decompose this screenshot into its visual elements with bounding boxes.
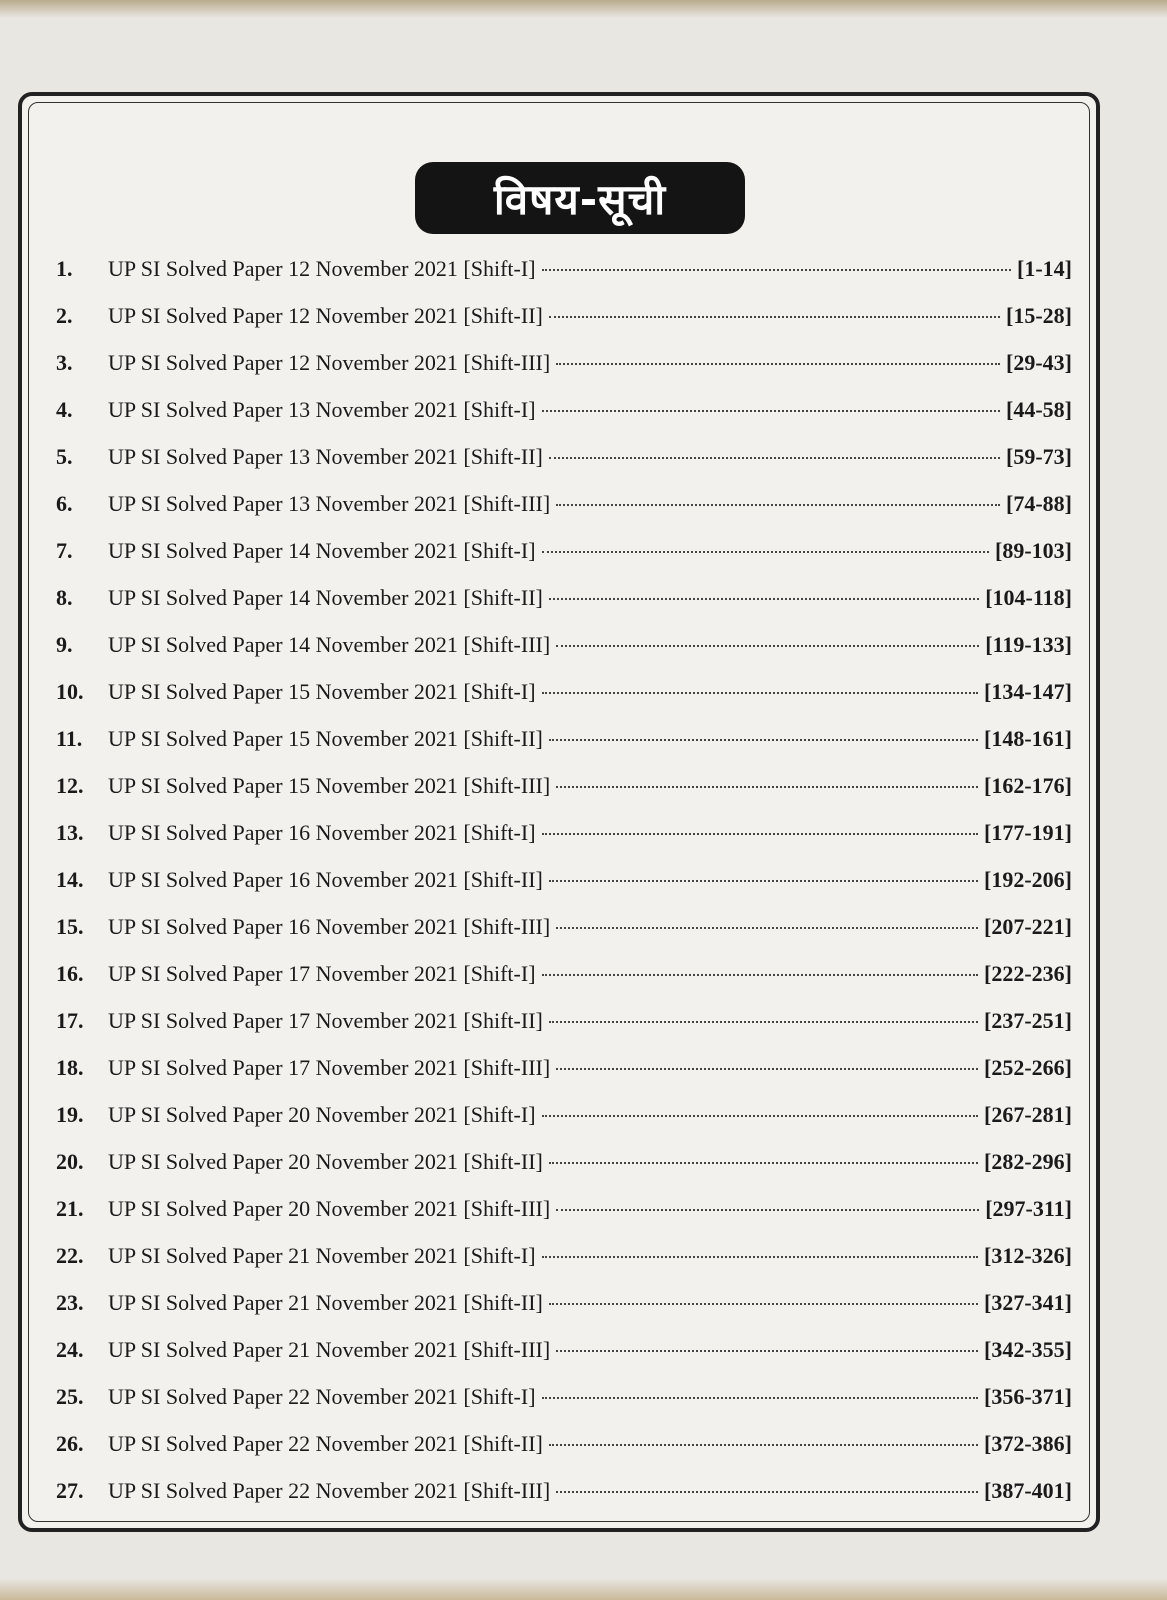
toc-entry-pages: [342-355] xyxy=(984,1337,1072,1362)
toc-entry-title: UP SI Solved Paper 17 November 2021 [Shift-II] xyxy=(108,1008,543,1033)
toc-entry xyxy=(56,585,1072,632)
toc-entry-number: 21. xyxy=(56,1196,84,1221)
toc-entry xyxy=(56,1243,1072,1290)
toc-entry-number: 13. xyxy=(56,820,84,845)
dot-leader xyxy=(549,880,978,882)
toc-entry-title: UP SI Solved Paper 16 November 2021 [Shift-III] xyxy=(108,914,551,939)
dot-leader xyxy=(556,786,978,788)
page-title: विषय-सूची xyxy=(415,162,745,234)
toc-entry-title: UP SI Solved Paper 13 November 2021 [Shift-I] xyxy=(108,397,536,422)
toc-entry-number: 1. xyxy=(56,256,73,281)
toc-entry xyxy=(56,1149,1072,1196)
toc-entry xyxy=(56,397,1072,444)
toc-entry-pages: [252-266] xyxy=(984,1055,1072,1080)
dot-leader xyxy=(542,692,978,694)
toc-entry xyxy=(56,726,1072,773)
toc-entry-pages: [192-206] xyxy=(984,867,1072,892)
toc-entry-pages: [74-88] xyxy=(1006,491,1072,516)
table-of-contents-frame xyxy=(18,92,1100,1532)
toc-entry-number: 9. xyxy=(56,632,73,657)
toc-entry xyxy=(56,538,1072,585)
toc-entry xyxy=(56,961,1072,1008)
toc-entry-number: 24. xyxy=(56,1337,84,1362)
toc-entry-title: UP SI Solved Paper 13 November 2021 [Shift-III] xyxy=(108,491,551,516)
toc-entry xyxy=(56,256,1072,303)
toc-entry-pages: [356-371] xyxy=(984,1384,1072,1409)
toc-entry xyxy=(56,350,1072,397)
dot-leader xyxy=(556,1491,978,1493)
toc-entry-pages: [297-311] xyxy=(985,1196,1072,1221)
toc-entry-title: UP SI Solved Paper 16 November 2021 [Shift-II] xyxy=(108,867,543,892)
toc-entry xyxy=(56,1290,1072,1337)
toc-entry xyxy=(56,1337,1072,1384)
toc-entry-number: 22. xyxy=(56,1243,84,1268)
toc-entry-title: UP SI Solved Paper 22 November 2021 [Shift-I] xyxy=(108,1384,536,1409)
toc-entry-number: 18. xyxy=(56,1055,84,1080)
dot-leader xyxy=(542,269,1011,271)
toc-entry xyxy=(56,773,1072,820)
toc-entry-number: 5. xyxy=(56,444,73,469)
toc-entry-title: UP SI Solved Paper 14 November 2021 [Shift-II] xyxy=(108,585,543,610)
dot-leader xyxy=(542,410,1000,412)
toc-entry-title: UP SI Solved Paper 16 November 2021 [Shift-I] xyxy=(108,820,536,845)
toc-entry-number: 15. xyxy=(56,914,84,939)
toc-entry-number: 3. xyxy=(56,350,73,375)
toc-entry-title: UP SI Solved Paper 15 November 2021 [Shift-III] xyxy=(108,773,551,798)
toc-entry xyxy=(56,632,1072,679)
toc-entry-number: 4. xyxy=(56,397,73,422)
toc-entry-title: UP SI Solved Paper 20 November 2021 [Shift-III] xyxy=(108,1196,551,1221)
toc-entry-number: 6. xyxy=(56,491,73,516)
toc-entry-pages: [148-161] xyxy=(984,726,1072,751)
toc-entry-title: UP SI Solved Paper 12 November 2021 [Shift-II] xyxy=(108,303,543,328)
toc-entry xyxy=(56,491,1072,538)
toc-entry xyxy=(56,1102,1072,1149)
toc-entry-number: 25. xyxy=(56,1384,84,1409)
toc-entry-pages: [372-386] xyxy=(984,1431,1072,1456)
toc-entry-number: 16. xyxy=(56,961,84,986)
dot-leader xyxy=(556,645,979,647)
toc-entry-number: 19. xyxy=(56,1102,84,1127)
page-edge-bottom xyxy=(0,1578,1167,1600)
toc-entry xyxy=(56,1008,1072,1055)
dot-leader xyxy=(556,504,1000,506)
toc-entry-title: UP SI Solved Paper 15 November 2021 [Shift-II] xyxy=(108,726,543,751)
toc-entry-pages: [237-251] xyxy=(984,1008,1072,1033)
dot-leader xyxy=(549,739,978,741)
toc-entry-pages: [104-118] xyxy=(985,585,1072,610)
toc-entry-pages: [162-176] xyxy=(984,773,1072,798)
toc-entry-number: 12. xyxy=(56,773,84,798)
dot-leader xyxy=(549,316,1000,318)
toc-entry-number: 20. xyxy=(56,1149,84,1174)
toc-entry-title: UP SI Solved Paper 22 November 2021 [Shift-III] xyxy=(108,1478,551,1503)
dot-leader xyxy=(542,1397,978,1399)
toc-entry-number: 23. xyxy=(56,1290,84,1315)
dot-leader xyxy=(542,551,989,553)
toc-entry xyxy=(56,914,1072,961)
dot-leader xyxy=(542,833,978,835)
toc-entry-pages: [119-133] xyxy=(985,632,1072,657)
dot-leader xyxy=(556,1209,979,1211)
toc-entry xyxy=(56,1431,1072,1478)
toc-entry-title: UP SI Solved Paper 20 November 2021 [Shift-I] xyxy=(108,1102,536,1127)
dot-leader xyxy=(542,1115,978,1117)
dot-leader xyxy=(549,1021,978,1023)
toc-entry xyxy=(56,1478,1072,1525)
toc-entry-number: 2. xyxy=(56,303,73,328)
toc-entry-title: UP SI Solved Paper 14 November 2021 [Shift-I] xyxy=(108,538,536,563)
toc-entry-number: 27. xyxy=(56,1478,84,1503)
dot-leader xyxy=(556,363,1000,365)
toc-entry-pages: [29-43] xyxy=(1006,350,1072,375)
toc-entry-pages: [1-14] xyxy=(1017,256,1072,281)
page-edge-top xyxy=(0,0,1167,18)
toc-entry-pages: [387-401] xyxy=(984,1478,1072,1503)
toc-entry-number: 10. xyxy=(56,679,84,704)
toc-entry-number: 7. xyxy=(56,538,73,563)
toc-entry-title: UP SI Solved Paper 14 November 2021 [Shift-III] xyxy=(108,632,551,657)
toc-entry-pages: [312-326] xyxy=(984,1243,1072,1268)
toc-entry-title: UP SI Solved Paper 21 November 2021 [Shift-III] xyxy=(108,1337,551,1362)
toc-entry-pages: [327-341] xyxy=(984,1290,1072,1315)
toc-entry-title: UP SI Solved Paper 20 November 2021 [Shift-II] xyxy=(108,1149,543,1174)
toc-entry-title: UP SI Solved Paper 12 November 2021 [Shift-III] xyxy=(108,350,551,375)
toc-entry-pages: [282-296] xyxy=(984,1149,1072,1174)
toc-list xyxy=(56,256,1072,1525)
toc-entry-title: UP SI Solved Paper 17 November 2021 [Shift-I] xyxy=(108,961,536,986)
toc-entry xyxy=(56,1055,1072,1102)
toc-entry-number: 11. xyxy=(56,726,83,751)
dot-leader xyxy=(549,1303,978,1305)
toc-entry-title: UP SI Solved Paper 21 November 2021 [Shift-I] xyxy=(108,1243,536,1268)
toc-entry-pages: [134-147] xyxy=(984,679,1072,704)
toc-entry-pages: [15-28] xyxy=(1006,303,1072,328)
toc-entry-pages: [222-236] xyxy=(984,961,1072,986)
toc-entry-pages: [59-73] xyxy=(1006,444,1072,469)
toc-entry xyxy=(56,1384,1072,1431)
toc-entry-title: UP SI Solved Paper 15 November 2021 [Shift-I] xyxy=(108,679,536,704)
toc-entry xyxy=(56,820,1072,867)
toc-entry xyxy=(56,679,1072,726)
toc-entry-title: UP SI Solved Paper 22 November 2021 [Shift-II] xyxy=(108,1431,543,1456)
toc-entry-title: UP SI Solved Paper 13 November 2021 [Shift-II] xyxy=(108,444,543,469)
toc-entry-title: UP SI Solved Paper 21 November 2021 [Shift-II] xyxy=(108,1290,543,1315)
dot-leader xyxy=(549,598,979,600)
toc-entry-pages: [207-221] xyxy=(984,914,1072,939)
dot-leader xyxy=(549,1444,978,1446)
dot-leader xyxy=(542,1256,978,1258)
toc-entry-number: 17. xyxy=(56,1008,84,1033)
toc-entry-number: 8. xyxy=(56,585,73,610)
toc-entry-pages: [177-191] xyxy=(984,820,1072,845)
dot-leader xyxy=(549,457,1000,459)
toc-entry-title: UP SI Solved Paper 17 November 2021 [Shift-III] xyxy=(108,1055,551,1080)
dot-leader xyxy=(549,1162,978,1164)
toc-entry xyxy=(56,303,1072,350)
toc-entry-pages: [44-58] xyxy=(1006,397,1072,422)
toc-entry-pages: [267-281] xyxy=(984,1102,1072,1127)
toc-entry-number: 26. xyxy=(56,1431,84,1456)
toc-entry xyxy=(56,1196,1072,1243)
dot-leader xyxy=(556,927,978,929)
dot-leader xyxy=(542,974,978,976)
dot-leader xyxy=(556,1068,978,1070)
toc-entry-pages: [89-103] xyxy=(995,538,1072,563)
dot-leader xyxy=(556,1350,978,1352)
toc-entry xyxy=(56,444,1072,491)
toc-entry-title: UP SI Solved Paper 12 November 2021 [Shift-I] xyxy=(108,256,536,281)
toc-entry xyxy=(56,867,1072,914)
toc-entry-number: 14. xyxy=(56,867,84,892)
